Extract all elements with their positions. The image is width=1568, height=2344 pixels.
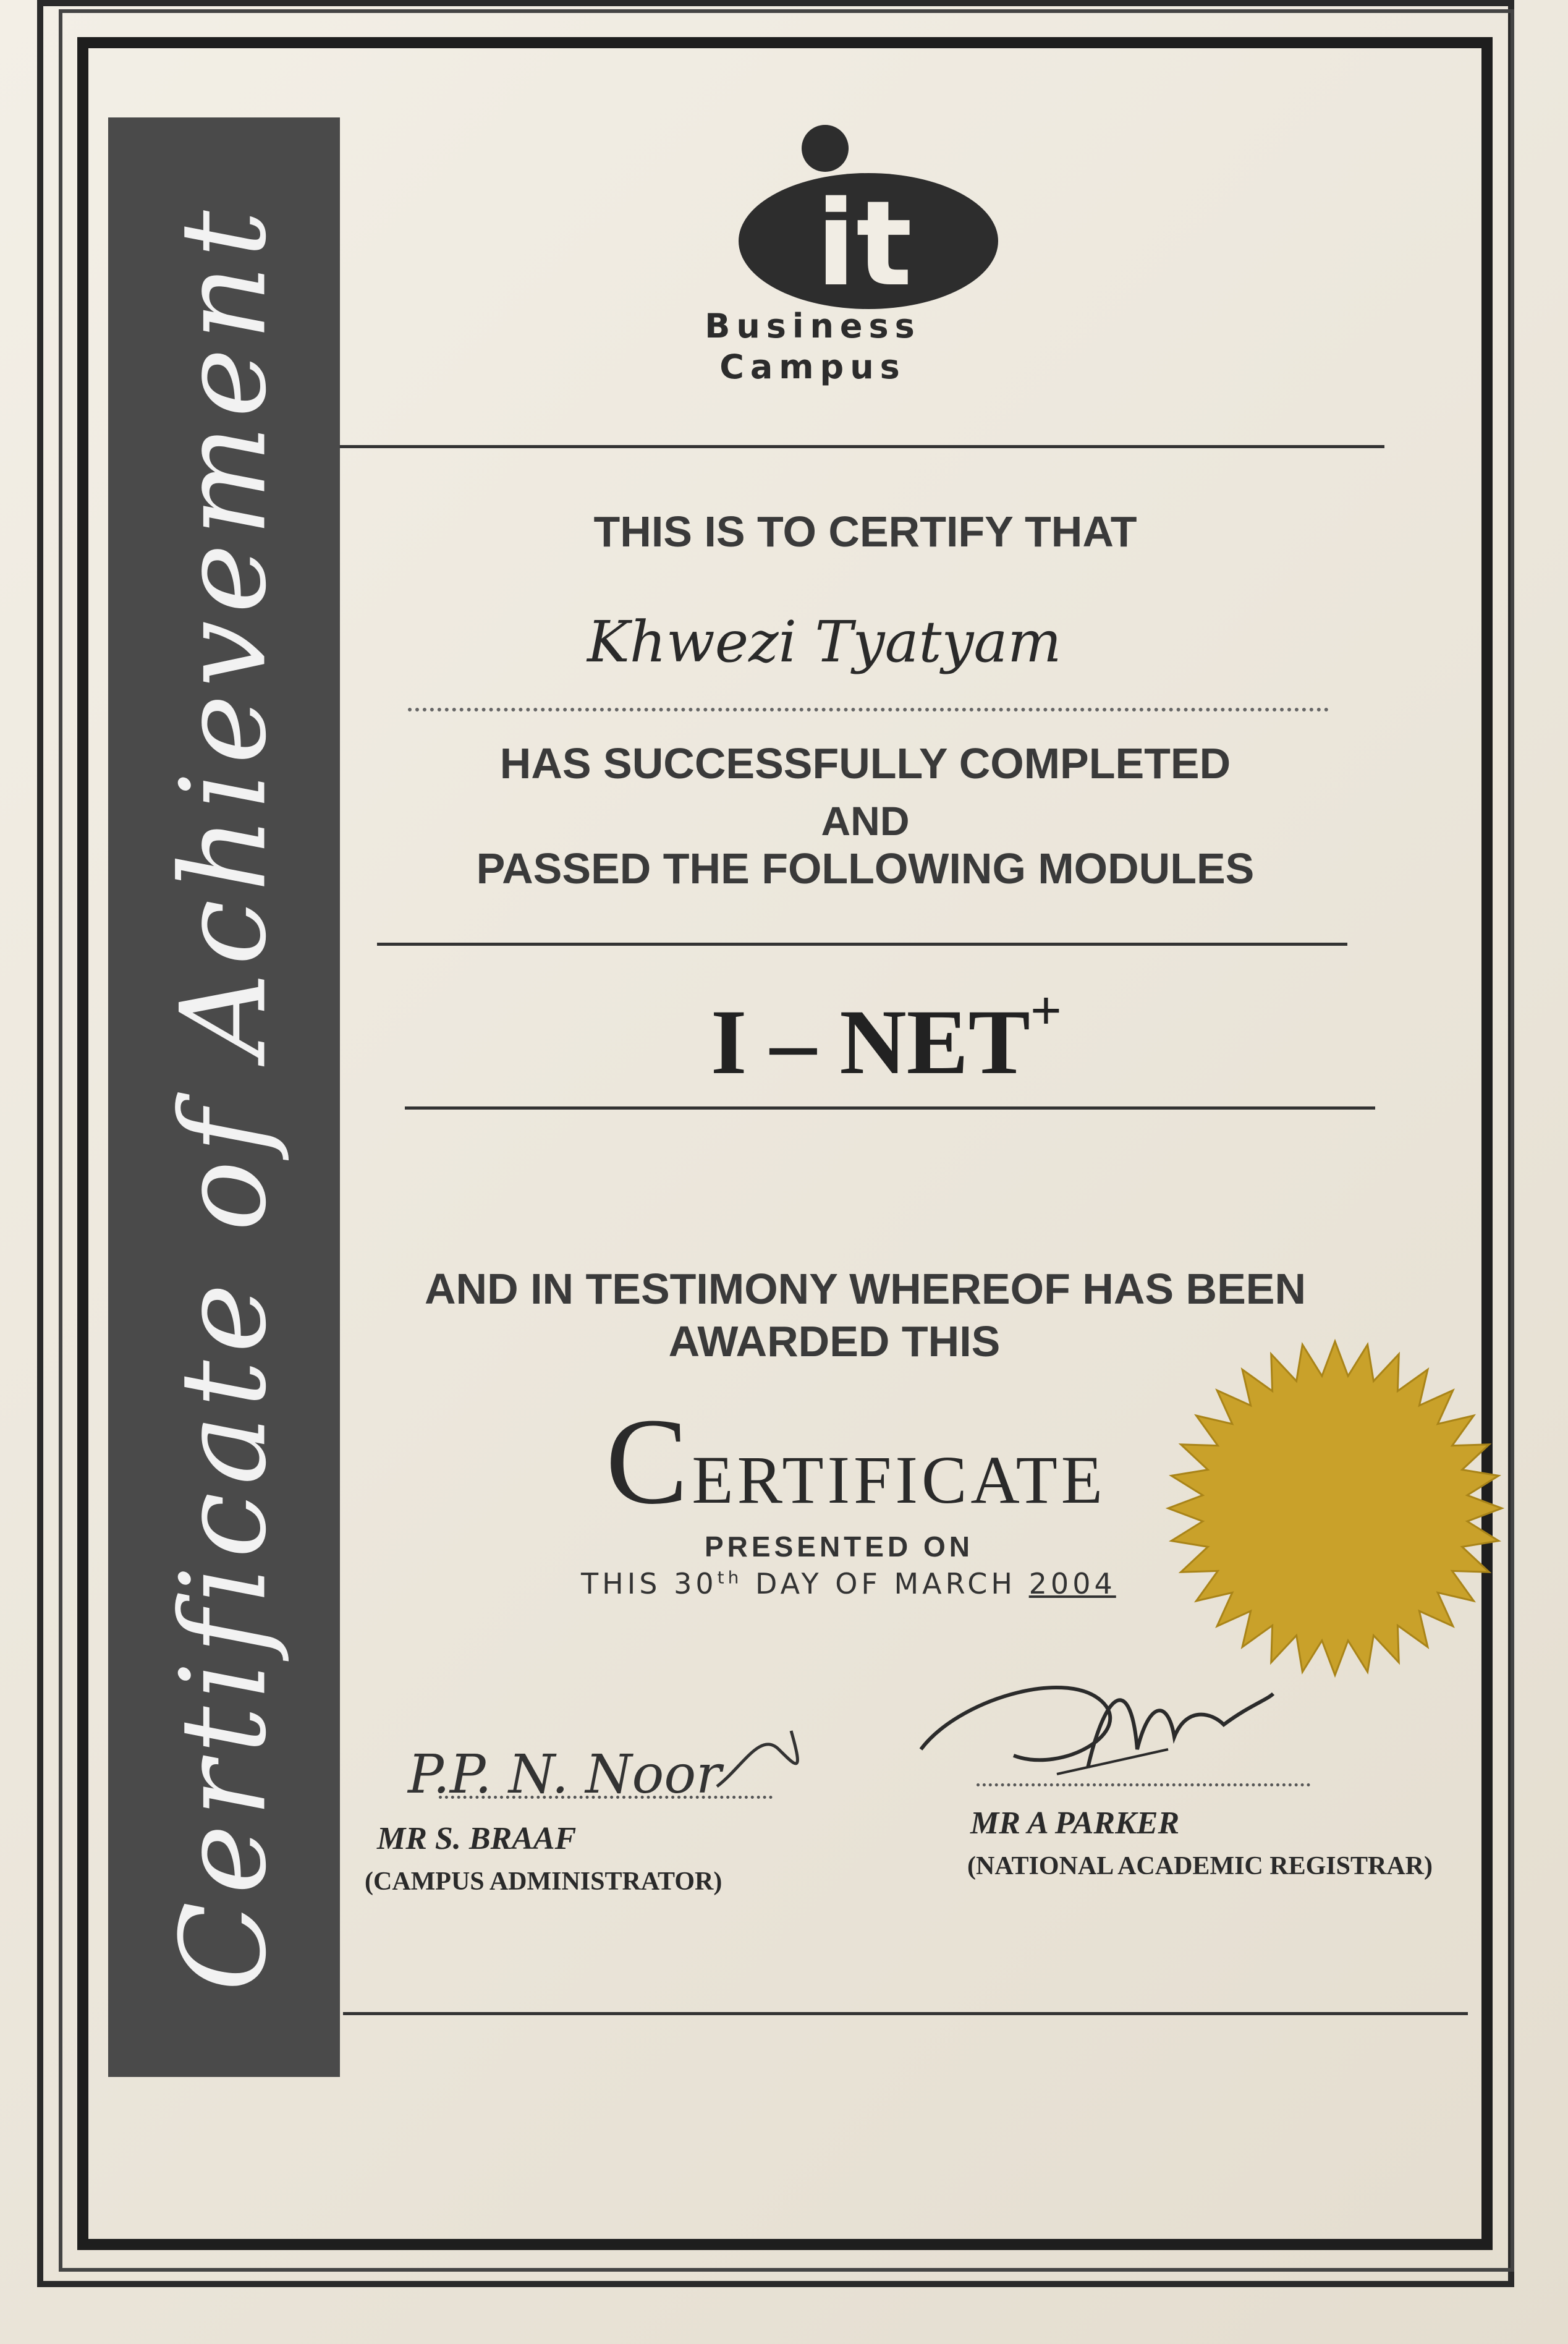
svg-text:it: it [816, 176, 912, 312]
testimony-line-1: AND IN TESTIMONY WHEREOF HAS BEEN [424, 1265, 1306, 1313]
divider-module-bottom [405, 1106, 1375, 1110]
side-title: Certificate of Achievement [155, 203, 292, 1992]
date-suffix: th [717, 1567, 743, 1588]
signatory-left-title: (CAMPUS ADMINISTRATOR) [365, 1867, 723, 1896]
module-plus: + [1030, 980, 1062, 1042]
date-middle: DAY OF MARCH [742, 1567, 1029, 1600]
it-logo-icon [729, 124, 1007, 321]
certificate-initial: C [606, 1393, 692, 1530]
signatory-right-title: (NATIONAL ACADEMIC REGISTRAR) [967, 1852, 1433, 1880]
date-year: 2004 [1028, 1567, 1116, 1600]
signature-left [396, 1694, 816, 1817]
completed-line-3: PASSED THE FOLLOWING MODULES [476, 844, 1255, 893]
logo-line-business: Business [705, 307, 921, 346]
module-name [711, 980, 1062, 1095]
completed-line-1: HAS SUCCESSFULLY COMPLETED [499, 739, 1231, 788]
completed-line-2: AND [821, 798, 910, 844]
presented-on: PRESENTED ON [705, 1531, 973, 1563]
signatory-right-name: MR A PARKER [970, 1806, 1180, 1841]
module-label: I – NET [711, 991, 1030, 1093]
certify-heading: THIS IS TO CERTIFY THAT [593, 507, 1137, 556]
logo-wordmark [667, 306, 958, 388]
signature-left-line [439, 1796, 773, 1799]
divider-top [340, 445, 1384, 448]
date-prefix: THIS 30 [581, 1567, 718, 1600]
recipient-name: Khwezi Tyatyam [587, 609, 1062, 675]
divider-bottom [343, 2012, 1468, 2015]
signatory-left-name: MR S. BRAAF [377, 1821, 577, 1856]
certificate-rest: ERTIFICATE [692, 1442, 1106, 1518]
testimony-line-2: AWARDED THIS [668, 1317, 1001, 1365]
signature-right [902, 1632, 1286, 1805]
signature-right-line [977, 1783, 1310, 1786]
divider-module-top [377, 943, 1347, 946]
gold-seal-icon [1162, 1335, 1508, 1681]
signature-left-text: P.P. N. Noor [408, 1744, 722, 1806]
date-line [581, 1567, 1116, 1600]
certificate-word [606, 1391, 1106, 1532]
logo-line-campus: Campus [719, 347, 906, 386]
name-dotted-line [408, 708, 1329, 711]
